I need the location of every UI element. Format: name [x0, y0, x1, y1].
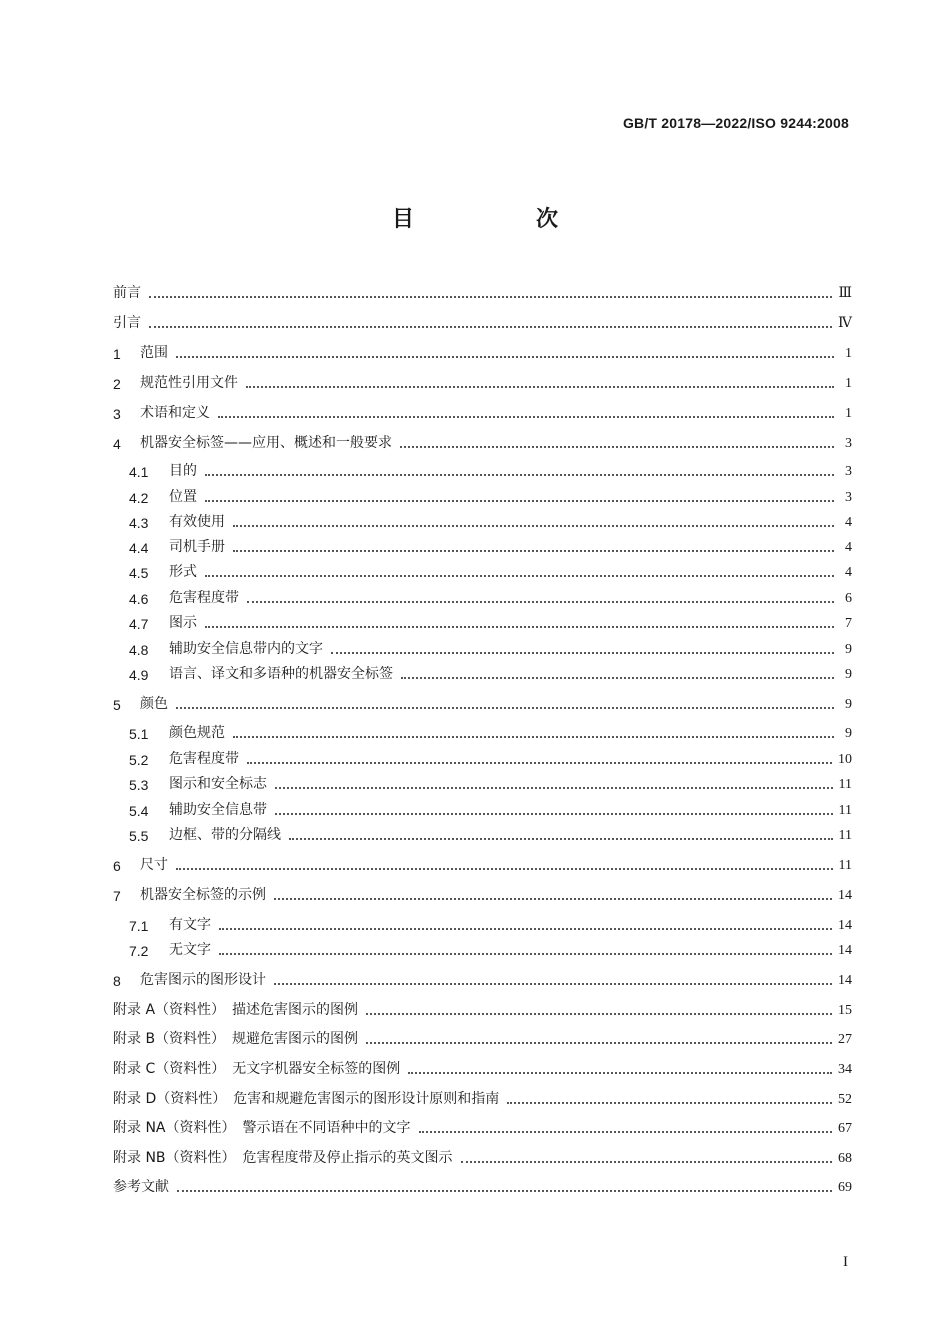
- toc-entry[interactable]: [113, 771, 852, 793]
- toc-entry[interactable]: [113, 822, 852, 844]
- toc-entry-page: 27: [838, 1032, 852, 1047]
- toc-leader-dots: [176, 707, 834, 709]
- toc-entry[interactable]: [113, 1145, 852, 1167]
- toc-leader-dots: [247, 601, 834, 603]
- toc-entry[interactable]: [113, 458, 852, 480]
- toc-leader-dots: [149, 296, 832, 298]
- toc-entry-page: 15: [838, 1003, 852, 1018]
- toc-entry[interactable]: [113, 967, 852, 989]
- toc-leader-dots: [233, 736, 834, 738]
- toc-entry-page: 9: [845, 726, 852, 741]
- toc-entry-title: 前言: [113, 285, 141, 301]
- toc-entry-title: 形式: [169, 564, 197, 580]
- toc-entry[interactable]: [113, 1086, 852, 1108]
- toc-entry-number: 5: [113, 697, 121, 713]
- toc-leader-dots: [233, 525, 834, 527]
- toc-leader-dots: [461, 1161, 832, 1163]
- toc-entry-number: 1: [113, 346, 121, 362]
- toc-leader-dots: [408, 1072, 832, 1074]
- toc-entry[interactable]: [113, 430, 852, 452]
- toc-leader-dots: [177, 1190, 832, 1192]
- toc-leader-dots: [219, 928, 832, 930]
- toc-entry-number: 3: [113, 406, 121, 422]
- toc-entry-title: 机器安全标签——应用、概述和一般要求: [140, 435, 392, 451]
- toc-entry-title: 辅助安全信息带: [169, 802, 267, 818]
- toc-entry-page: 69: [838, 1180, 852, 1195]
- toc-entry[interactable]: [113, 852, 852, 874]
- toc-entry-page: 52: [838, 1092, 852, 1107]
- toc-entry-title: 机器安全标签的示例: [140, 887, 266, 903]
- toc-entry-page: 1: [845, 406, 852, 421]
- toc-leader-dots: [246, 386, 834, 388]
- toc-leader-dots: [205, 500, 834, 502]
- toc-entry-number: 7: [113, 888, 121, 904]
- toc-entry-number: 4.1: [129, 464, 149, 480]
- toc-leader-dots: [419, 1131, 833, 1133]
- toc-entry[interactable]: [113, 585, 852, 607]
- toc-entry-number: 4.4: [129, 540, 149, 556]
- toc-entry-title: 颜色规范: [169, 725, 225, 741]
- toc-entry[interactable]: [113, 797, 852, 819]
- toc-entry-title: 危害图示的图形设计: [140, 972, 266, 988]
- toc-entry-title: 语言、译文和多语种的机器安全标签: [169, 666, 393, 682]
- page-title: 目 次: [391, 207, 608, 232]
- toc-entry-title: 参考文献: [113, 1179, 169, 1195]
- toc-entry-title: 无文字: [169, 942, 211, 958]
- toc-entry-page: 10: [838, 752, 852, 767]
- toc-entry-title: 术语和定义: [140, 405, 210, 421]
- toc-entry-page: 3: [845, 436, 852, 451]
- toc-entry-number: 8: [113, 973, 121, 989]
- toc-entry-number: 5.1: [129, 726, 149, 742]
- toc-entry-number: 4.6: [129, 591, 149, 607]
- toc-entry-title: 附录 A（资料性） 描述危害图示的图例: [113, 1002, 359, 1018]
- toc-entry-number: 2: [113, 376, 121, 392]
- toc-entry-page: 11: [838, 803, 852, 818]
- toc-entry[interactable]: [113, 691, 852, 713]
- toc-leader-dots: [205, 474, 834, 476]
- toc-entry[interactable]: [113, 509, 852, 531]
- toc-leader-dots: [218, 416, 834, 418]
- toc-entry-number: 5.3: [129, 777, 149, 793]
- toc-entry-title: 图示: [169, 615, 197, 631]
- toc-leader-dots: [401, 677, 834, 679]
- toc-entry-page: 3: [845, 464, 852, 479]
- toc-entry-page: 68: [838, 1151, 852, 1166]
- toc-entry[interactable]: [113, 636, 852, 658]
- toc-entry-title: 附录 NA（资料性） 警示语在不同语种中的文字: [113, 1120, 411, 1136]
- toc-entry-page: 11: [838, 858, 852, 873]
- toc-entry[interactable]: [113, 746, 852, 768]
- toc-entry-page: 11: [838, 777, 852, 792]
- toc-entry-title: 有效使用: [169, 514, 225, 530]
- toc-entry-number: 5.2: [129, 752, 149, 768]
- toc-entry-number: 5.4: [129, 803, 149, 819]
- toc-entry[interactable]: [113, 1115, 852, 1137]
- toc-leader-dots: [366, 1013, 832, 1015]
- toc-entry-title: 图示和安全标志: [169, 776, 267, 792]
- toc-entry[interactable]: [113, 720, 852, 742]
- toc-entry-page: 14: [838, 888, 852, 903]
- toc-entry-number: 4.2: [129, 490, 149, 506]
- toc-entry-title: 颜色: [140, 696, 168, 712]
- toc-entry-title: 有文字: [169, 917, 211, 933]
- toc-entry[interactable]: [113, 1026, 852, 1048]
- toc-entry-number: 7.1: [129, 918, 149, 934]
- toc-entry-page: 9: [845, 642, 852, 657]
- toc-entry[interactable]: [113, 937, 852, 959]
- toc-entry-title: 司机手册: [169, 539, 225, 555]
- toc-entry-page: 4: [845, 540, 852, 555]
- toc-entry[interactable]: [113, 1174, 852, 1196]
- toc-entry[interactable]: [113, 1056, 852, 1078]
- toc-entry-title: 危害程度带: [169, 590, 239, 606]
- page-folio: I: [843, 1254, 848, 1270]
- toc-entry-number: 4.5: [129, 565, 149, 581]
- toc-entry-page: 7: [845, 616, 852, 631]
- toc-entry-title: 危害程度带: [169, 751, 239, 767]
- toc-entry-page: 3: [845, 490, 852, 505]
- toc-entry-number: 5.5: [129, 828, 149, 844]
- standard-code: GB/T 20178—2022/ISO 9244:2008: [622, 115, 849, 131]
- toc-entry-page: 9: [845, 697, 852, 712]
- toc-leader-dots: [366, 1042, 832, 1044]
- toc-leader-dots: [149, 326, 832, 328]
- toc-entry-page: Ⅲ: [838, 286, 852, 301]
- toc-entry[interactable]: [113, 370, 852, 392]
- toc-entry-title: 引言: [113, 315, 141, 331]
- toc-entry-page: 1: [845, 376, 852, 391]
- toc-entry-number: 7.2: [129, 943, 149, 959]
- toc-entry-number: 4.8: [129, 642, 149, 658]
- toc-entry-title: 辅助安全信息带内的文字: [169, 641, 323, 657]
- toc-leader-dots: [205, 575, 834, 577]
- toc-leader-dots: [275, 787, 833, 789]
- toc-entry-number: 4.3: [129, 515, 149, 531]
- toc-entry-title: 附录 NB（资料性） 危害程度带及停止指示的英文图示: [113, 1150, 453, 1166]
- toc-entry[interactable]: [113, 340, 852, 362]
- toc-entry-title: 范围: [140, 345, 168, 361]
- toc-entry-page: 4: [845, 565, 852, 580]
- toc-entry[interactable]: [113, 310, 852, 332]
- toc-entry-page: Ⅳ: [838, 316, 852, 331]
- toc-entry[interactable]: [113, 559, 852, 581]
- toc-leader-dots: [247, 762, 832, 764]
- toc-entry-page: 11: [838, 828, 852, 843]
- toc-entry-page: 34: [838, 1062, 852, 1077]
- toc-entry-title: 尺寸: [140, 857, 168, 873]
- toc-entry[interactable]: [113, 484, 852, 506]
- toc-entry[interactable]: [113, 997, 852, 1019]
- toc-entry-title: 位置: [169, 489, 197, 505]
- toc-leader-dots: [274, 983, 832, 985]
- toc-leader-dots: [233, 550, 834, 552]
- toc-leader-dots: [219, 953, 832, 955]
- toc-entry-number: 4.9: [129, 667, 149, 683]
- toc-entry-page: 9: [845, 667, 852, 682]
- toc-entry-page: 14: [838, 943, 852, 958]
- toc-entry-page: 14: [838, 918, 852, 933]
- toc-entry-title: 边框、带的分隔线: [169, 827, 281, 843]
- toc-entry-title: 附录 B（资料性） 规避危害图示的图例: [113, 1031, 359, 1047]
- toc-entry[interactable]: [113, 534, 852, 556]
- toc-entry-title: 附录 D（资料性） 危害和规避危害图示的图形设计原则和指南: [113, 1091, 500, 1107]
- toc-entry-page: 6: [845, 591, 852, 606]
- toc-entry[interactable]: [113, 882, 852, 904]
- toc-leader-dots: [176, 356, 834, 358]
- toc-leader-dots: [289, 838, 833, 840]
- toc-entry[interactable]: [113, 912, 852, 934]
- toc-entry-page: 4: [845, 515, 852, 530]
- toc-entry-page: 67: [838, 1121, 852, 1136]
- toc-entry-number: 4: [113, 436, 121, 452]
- toc-leader-dots: [331, 652, 834, 654]
- toc-leader-dots: [400, 446, 834, 448]
- toc-leader-dots: [274, 898, 832, 900]
- toc-entry-title: 规范性引用文件: [140, 375, 238, 391]
- toc-entry-number: 4.7: [129, 616, 149, 632]
- toc-entry-title: 目的: [169, 463, 197, 479]
- toc-entry[interactable]: [113, 400, 852, 422]
- toc-entry-title: 附录 C（资料性） 无文字机器安全标签的图例: [113, 1061, 401, 1077]
- toc-entry[interactable]: [113, 610, 852, 632]
- toc-entry[interactable]: [113, 280, 852, 302]
- toc-entry-number: 6: [113, 858, 121, 874]
- toc-entry[interactable]: [113, 661, 852, 683]
- toc-leader-dots: [507, 1102, 832, 1104]
- toc-leader-dots: [205, 626, 834, 628]
- toc-entry-page: 1: [845, 346, 852, 361]
- toc-leader-dots: [275, 813, 833, 815]
- toc-entry-page: 14: [838, 973, 852, 988]
- toc-leader-dots: [176, 868, 833, 870]
